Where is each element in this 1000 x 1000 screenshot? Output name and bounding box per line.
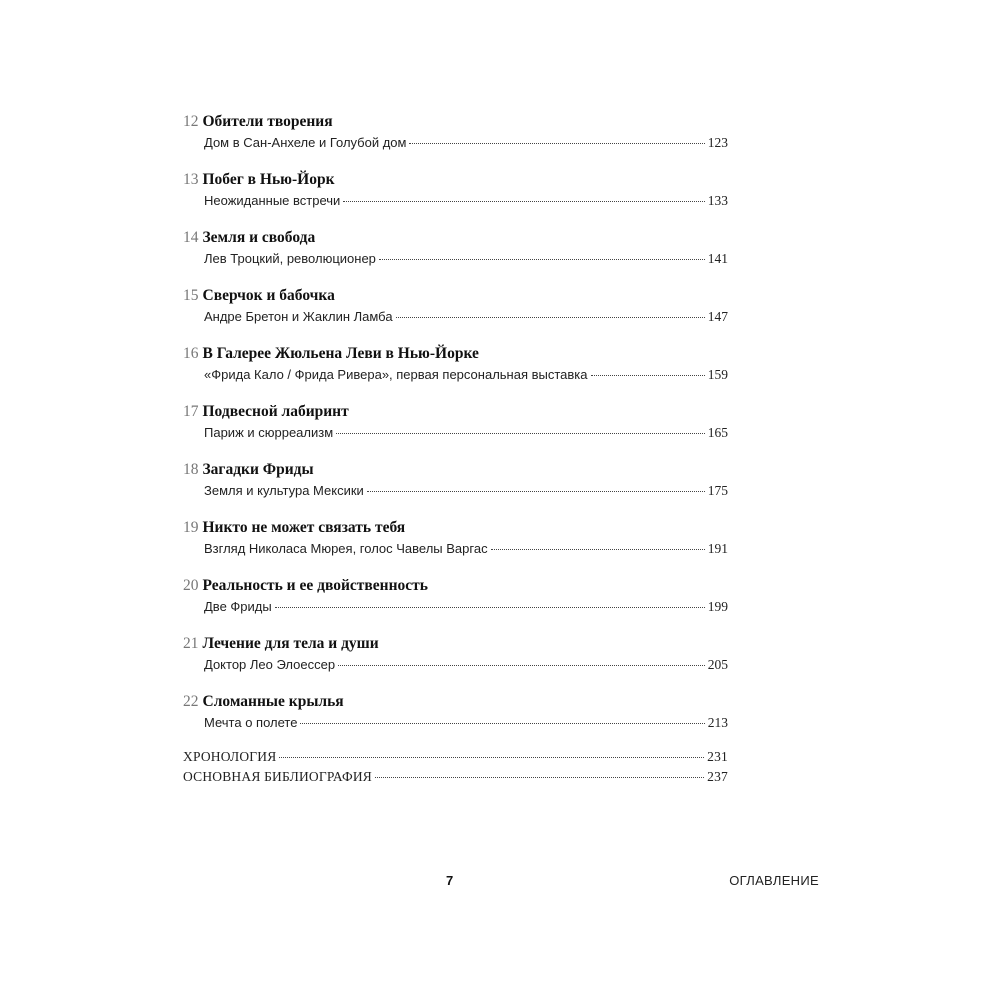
toc-chapter bbox=[183, 227, 728, 269]
chapter-heading bbox=[183, 169, 728, 191]
chapter-title: Сверчок и бабочка bbox=[202, 287, 335, 304]
chapter-heading bbox=[183, 401, 728, 423]
toc-chapter bbox=[183, 285, 728, 327]
toc-entry-link[interactable] bbox=[183, 481, 728, 501]
chapter-page-number: 165 bbox=[707, 425, 728, 440]
chapter-title: Реальность и ее двойственность bbox=[202, 577, 428, 594]
appendix-page-number: 237 bbox=[707, 769, 728, 784]
chapter-page-number: 123 bbox=[707, 135, 728, 150]
toc-chapter bbox=[183, 575, 728, 617]
chapter-subtitle: Неожиданные встречи bbox=[204, 193, 341, 208]
chapter-number: 22 bbox=[183, 693, 199, 710]
toc-entry-link[interactable] bbox=[183, 365, 728, 385]
toc-entry-link[interactable] bbox=[183, 655, 728, 675]
chapter-number: 15 bbox=[183, 287, 199, 304]
chapter-subtitle: Земля и культура Мексики bbox=[204, 483, 364, 498]
chapter-title: В Галерее Жюльена Леви в Нью-Йорке bbox=[202, 345, 479, 362]
chapter-subtitle: Андре Бретон и Жаклин Ламба bbox=[204, 309, 393, 324]
chapter-page-number: 147 bbox=[707, 309, 728, 324]
toc-chapter bbox=[183, 633, 728, 675]
chapter-page-number: 213 bbox=[707, 715, 728, 730]
chapter-number: 14 bbox=[183, 229, 199, 246]
toc-entry-link[interactable] bbox=[183, 133, 728, 153]
toc-chapter bbox=[183, 343, 728, 385]
chapter-subtitle: Доктор Лео Элоессер bbox=[204, 657, 336, 672]
appendix-label: ОСНОВНАЯ БИБЛИОГРАФИЯ bbox=[183, 769, 372, 784]
chapter-number: 17 bbox=[183, 403, 199, 420]
dot-leader bbox=[491, 549, 705, 550]
toc-entry-link[interactable] bbox=[183, 713, 728, 733]
chapter-subtitle: Париж и сюрреализм bbox=[204, 425, 334, 440]
chapter-subtitle: Две Фриды bbox=[204, 599, 272, 614]
running-footer-section: ОГЛАВЛЕНИЕ bbox=[729, 873, 819, 888]
dot-leader bbox=[343, 201, 704, 202]
dot-leader bbox=[275, 607, 705, 608]
toc-chapter bbox=[183, 401, 728, 443]
dot-leader bbox=[591, 375, 705, 376]
toc-entry-link[interactable] bbox=[183, 249, 728, 269]
dot-leader bbox=[279, 757, 704, 758]
chapter-title: Подвесной лабиринт bbox=[202, 403, 349, 420]
dot-leader bbox=[375, 777, 704, 778]
chapter-heading bbox=[183, 227, 728, 249]
toc-entry-link[interactable] bbox=[183, 307, 728, 327]
chapter-title: Лечение для тела и души bbox=[202, 635, 379, 652]
dot-leader bbox=[367, 491, 705, 492]
toc-entry-link[interactable] bbox=[183, 539, 728, 559]
toc-entry-link[interactable] bbox=[183, 191, 728, 211]
appendix-list bbox=[183, 747, 728, 787]
chapter-page-number: 159 bbox=[707, 367, 728, 382]
chapter-heading bbox=[183, 285, 728, 307]
chapter-subtitle: Взгляд Николаса Мюрея, голос Чавелы Варгас bbox=[204, 541, 488, 556]
chapter-heading bbox=[183, 575, 728, 597]
chapter-page-number: 141 bbox=[707, 251, 728, 266]
chapter-number: 13 bbox=[183, 171, 199, 188]
appendix-label: ХРОНОЛОГИЯ bbox=[183, 749, 277, 764]
chapter-heading bbox=[183, 691, 728, 713]
chapter-title: Обители творения bbox=[202, 113, 333, 130]
toc-chapter bbox=[183, 517, 728, 559]
chapter-subtitle: Дом в Сан-Анхеле и Голубой дом bbox=[204, 135, 407, 150]
appendix-page-number: 231 bbox=[707, 749, 728, 764]
chapter-page-number: 191 bbox=[707, 541, 728, 556]
chapter-number: 20 bbox=[183, 577, 199, 594]
table-of-contents bbox=[183, 111, 728, 787]
dot-leader bbox=[409, 143, 704, 144]
page-number: 7 bbox=[446, 873, 454, 888]
chapter-number: 16 bbox=[183, 345, 199, 362]
chapter-heading bbox=[183, 111, 728, 133]
chapter-number: 18 bbox=[183, 461, 199, 478]
appendix-entry-link[interactable] bbox=[183, 747, 728, 767]
chapter-heading bbox=[183, 459, 728, 481]
chapter-page-number: 175 bbox=[707, 483, 728, 498]
chapter-title: Загадки Фриды bbox=[202, 461, 314, 478]
chapter-title: Земля и свобода bbox=[202, 229, 316, 246]
chapter-heading bbox=[183, 633, 728, 655]
appendix-entry-link[interactable] bbox=[183, 767, 728, 787]
toc-entry-link[interactable] bbox=[183, 597, 728, 617]
dot-leader bbox=[300, 723, 704, 724]
dot-leader bbox=[396, 317, 705, 318]
chapter-subtitle: Лев Троцкий, революционер bbox=[204, 251, 376, 266]
dot-leader bbox=[338, 665, 705, 666]
toc-chapter bbox=[183, 111, 728, 153]
chapter-heading bbox=[183, 517, 728, 539]
chapter-title: Побег в Нью-Йорк bbox=[202, 171, 335, 188]
chapter-subtitle: Мечта о полете bbox=[204, 715, 298, 730]
chapter-page-number: 133 bbox=[707, 193, 728, 208]
dot-leader bbox=[379, 259, 705, 260]
chapter-page-number: 205 bbox=[707, 657, 728, 672]
dot-leader bbox=[336, 433, 705, 434]
chapter-number: 21 bbox=[183, 635, 199, 652]
toc-entry-link[interactable] bbox=[183, 423, 728, 443]
chapter-title: Сломанные крылья bbox=[202, 693, 344, 710]
toc-chapter bbox=[183, 691, 728, 733]
chapter-title: Никто не может связать тебя bbox=[202, 519, 406, 536]
chapter-heading bbox=[183, 343, 728, 365]
toc-chapter bbox=[183, 169, 728, 211]
chapter-number: 12 bbox=[183, 113, 199, 130]
chapter-page-number: 199 bbox=[707, 599, 728, 614]
chapter-list bbox=[183, 111, 728, 733]
toc-chapter bbox=[183, 459, 728, 501]
chapter-subtitle: «Фрида Кало / Фрида Ривера», первая персональная выставка bbox=[204, 367, 588, 382]
chapter-number: 19 bbox=[183, 519, 199, 536]
